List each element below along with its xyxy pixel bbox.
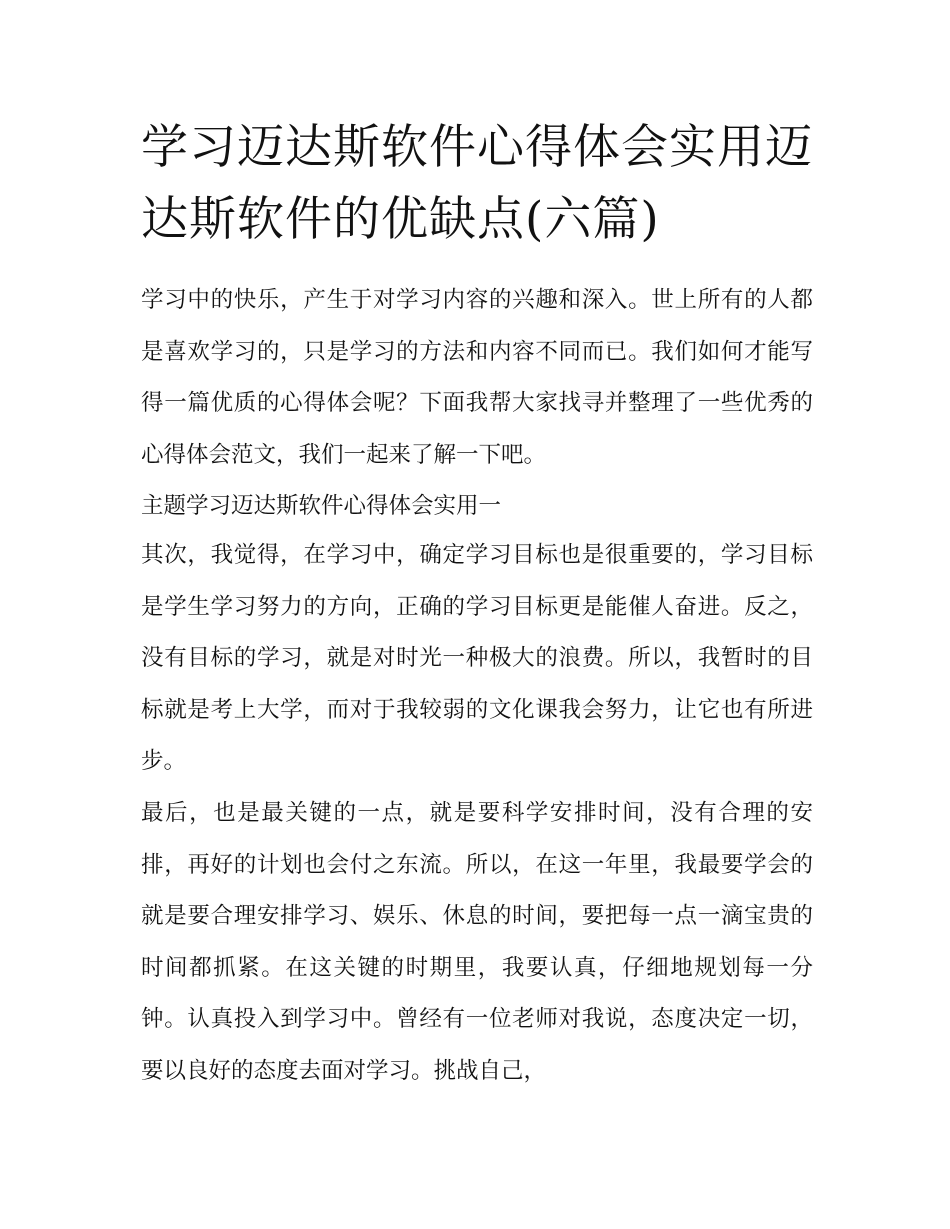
- body-paragraph-second: 其次，我觉得，在学习中，确定学习目标也是很重要的，学习目标是学生学习努力的方向，正确的学习目标更是能催人奋进。反之，没有目标的学习，就是对时光一种极大的浪费。所以，我暂时的目标就是考上大学，而对于我较弱的文化课我会努力，让它也有所进步。: [141, 542, 813, 774]
- section-heading: 主题学习迈达斯软件心得体会实用一: [141, 493, 502, 519]
- intro-paragraph: 学习中的快乐，产生于对学习内容的兴趣和深入。世上所有的人都是喜欢学习的，只是学习的方法和内容不同而已。我们如何才能写得一篇优质的心得体会呢？下面我帮大家找寻并整理了一些优秀的心得体会范文，我们一起来了解一下吧。: [141, 287, 813, 468]
- body-paragraph-third: 最后，也是最关键的一点，就是要科学安排时间，没有合理的安排，再好的计划也会付之东流。所以，在这一年里，我最要学会的就是要合理安排学习、娱乐、休息的时间，要把每一点一滴宝贵的时间都抓紧。在这关键的时期里，我要认真，仔细地规划每一分钟。认真投入到学习中。曾经有一位老师对我说，态度决定一切，要以良好的态度去面对学习。挑战自己，: [141, 800, 813, 1084]
- document-title: 学习迈达斯软件心得体会实用迈达斯软件的优缺点(六篇): [141, 120, 813, 247]
